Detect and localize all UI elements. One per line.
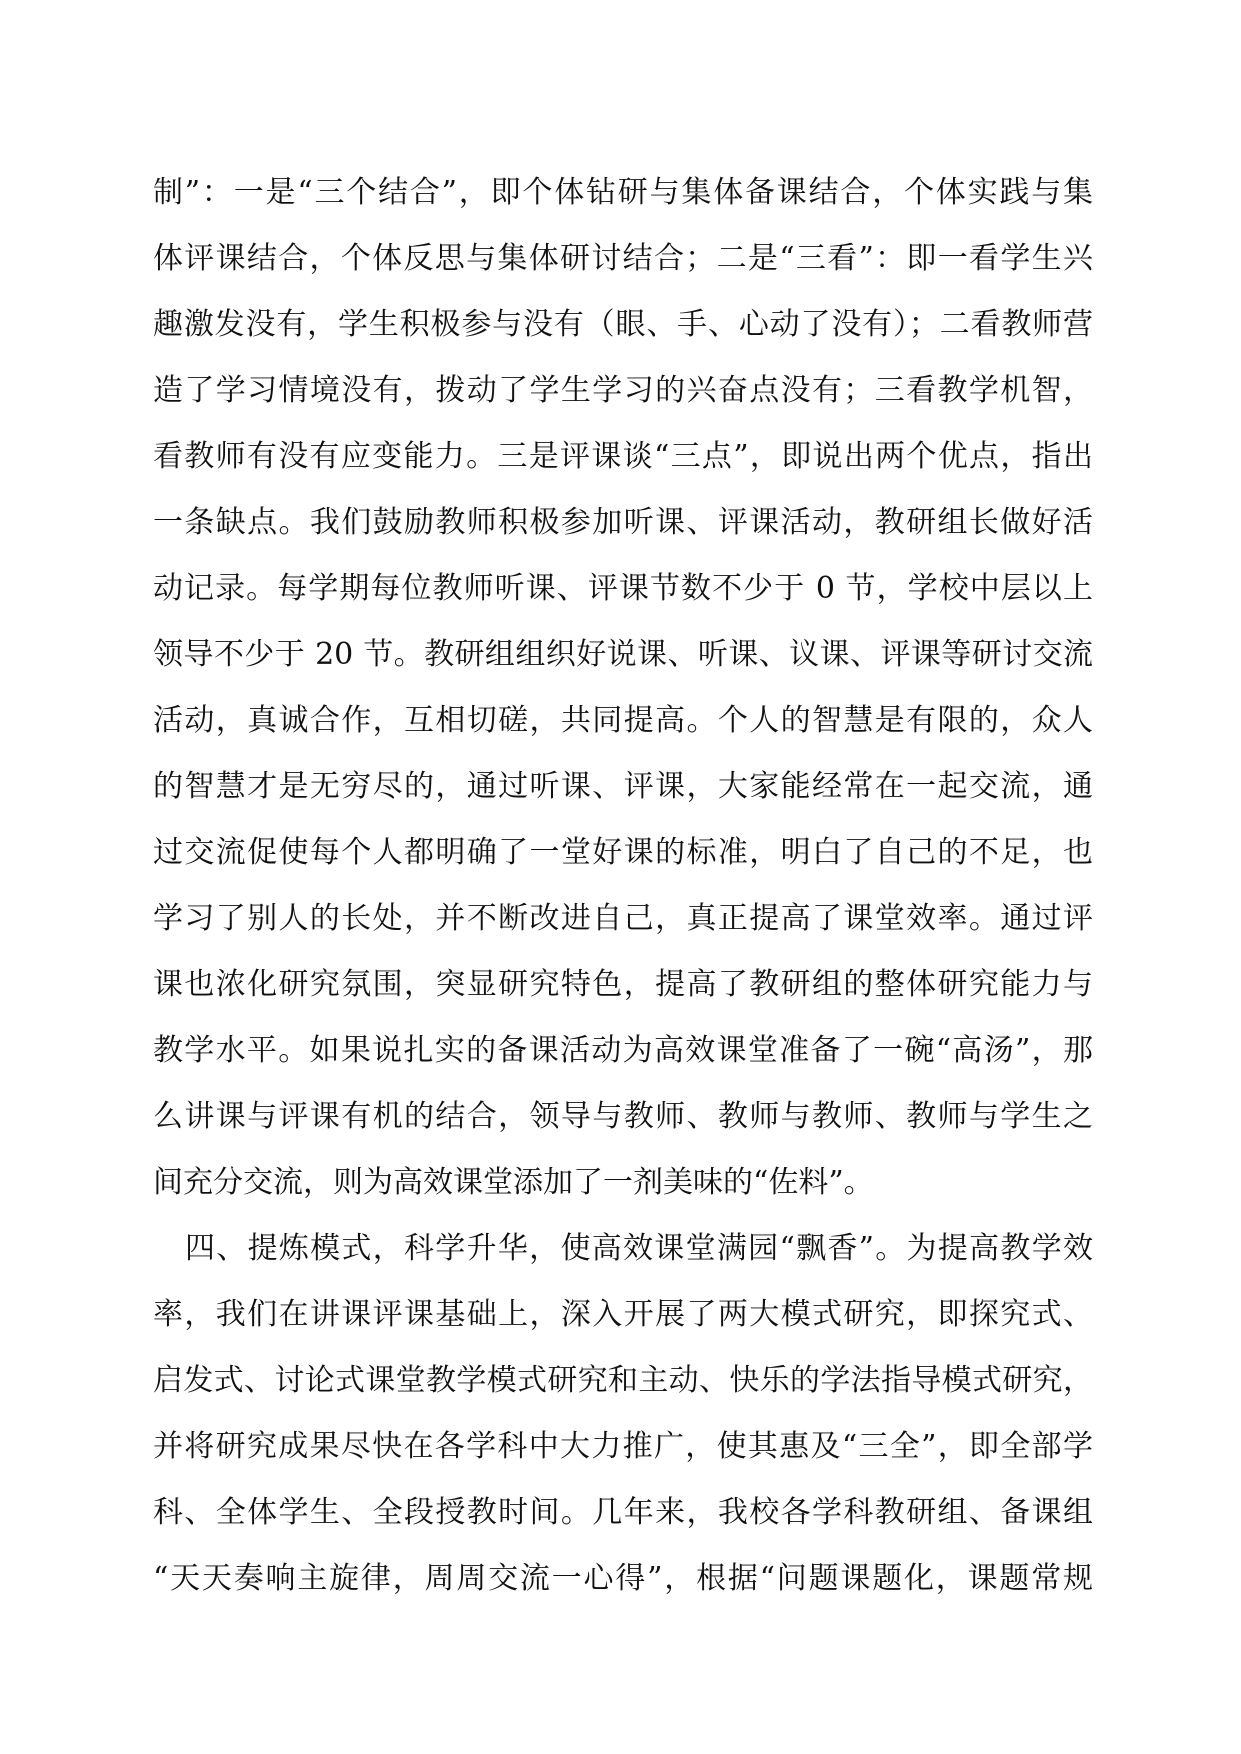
text-line: 率，我们在讲课评课基础上，深入开展了两大模式研究，即探究式、 [153,1297,1093,1332]
text-line: 看教师有没有应变能力。三是评课谈“三点”，即说出两个优点，指出 [153,439,1093,474]
text-line: 一条缺点。我们鼓励教师积极参加听课、评课活动，教研组长做好活 [153,505,1093,540]
text-line: “天天奏响主旋律，周周交流一心得”，根据“问题课题化，课题常规 [153,1561,1093,1596]
text-line: 趣激发没有，学生积极参与没有（眼、手、心动了没有）；二看教师营 [153,307,1093,342]
paragraph-1 [153,160,1093,1216]
text-line: 制”：一是“三个结合”，即个体钻研与集体备课结合，个体实践与集 [153,175,1093,210]
text-line: 并将研究成果尽快在各学科中大力推广，使其惠及“三全”，即全部学 [153,1429,1093,1464]
text-line: 科、全体学生、全段授教时间。几年来，我校各学科教研组、备课组 [153,1495,1093,1530]
text-line: 么讲课与评课有机的结合，领导与教师、教师与教师、教师与学生之 [153,1099,1093,1134]
text-line: 学习了别人的长处，并不断改进自己，真正提高了课堂效率。通过评 [153,901,1093,936]
text-line: 启发式、讨论式课堂教学模式研究和主动、快乐的学法指导模式研究， [153,1363,1093,1398]
paragraph-2 [153,1216,1093,1612]
text-line: 动记录。每学期每位教师听课、评课节数不少于 0 节，学校中层以上 [153,571,1093,606]
text-line: 领导不少于 20 节。教研组组织好说课、听课、议课、评课等研讨交流 [153,637,1093,672]
text-line: 过交流促使每个人都明确了一堂好课的标准，明白了自己的不足，也 [153,835,1093,870]
text-line: 间充分交流，则为高效课堂添加了一剂美味的“佐料”。 [153,1165,874,1200]
text-line: 造了学习情境没有，拨动了学生学习的兴奋点没有；三看教学机智， [153,373,1093,408]
text-line: 四、提炼模式，科学升华，使高效课堂满园“飘香”。为提高教学效 [185,1231,1093,1266]
text-line: 活动，真诚合作，互相切磋，共同提高。个人的智慧是有限的，众人 [153,703,1093,738]
text-line: 体评课结合，个体反思与集体研讨结合；二是“三看”：即一看学生兴 [153,241,1093,276]
text-line: 的智慧才是无穷尽的，通过听课、评课，大家能经常在一起交流，通 [153,769,1093,804]
text-line: 教学水平。如果说扎实的备课活动为高效课堂准备了一碗“高汤”，那 [153,1033,1093,1068]
document-body [153,160,1093,1612]
text-line: 课也浓化研究氛围，突显研究特色，提高了教研组的整体研究能力与 [153,967,1093,1002]
